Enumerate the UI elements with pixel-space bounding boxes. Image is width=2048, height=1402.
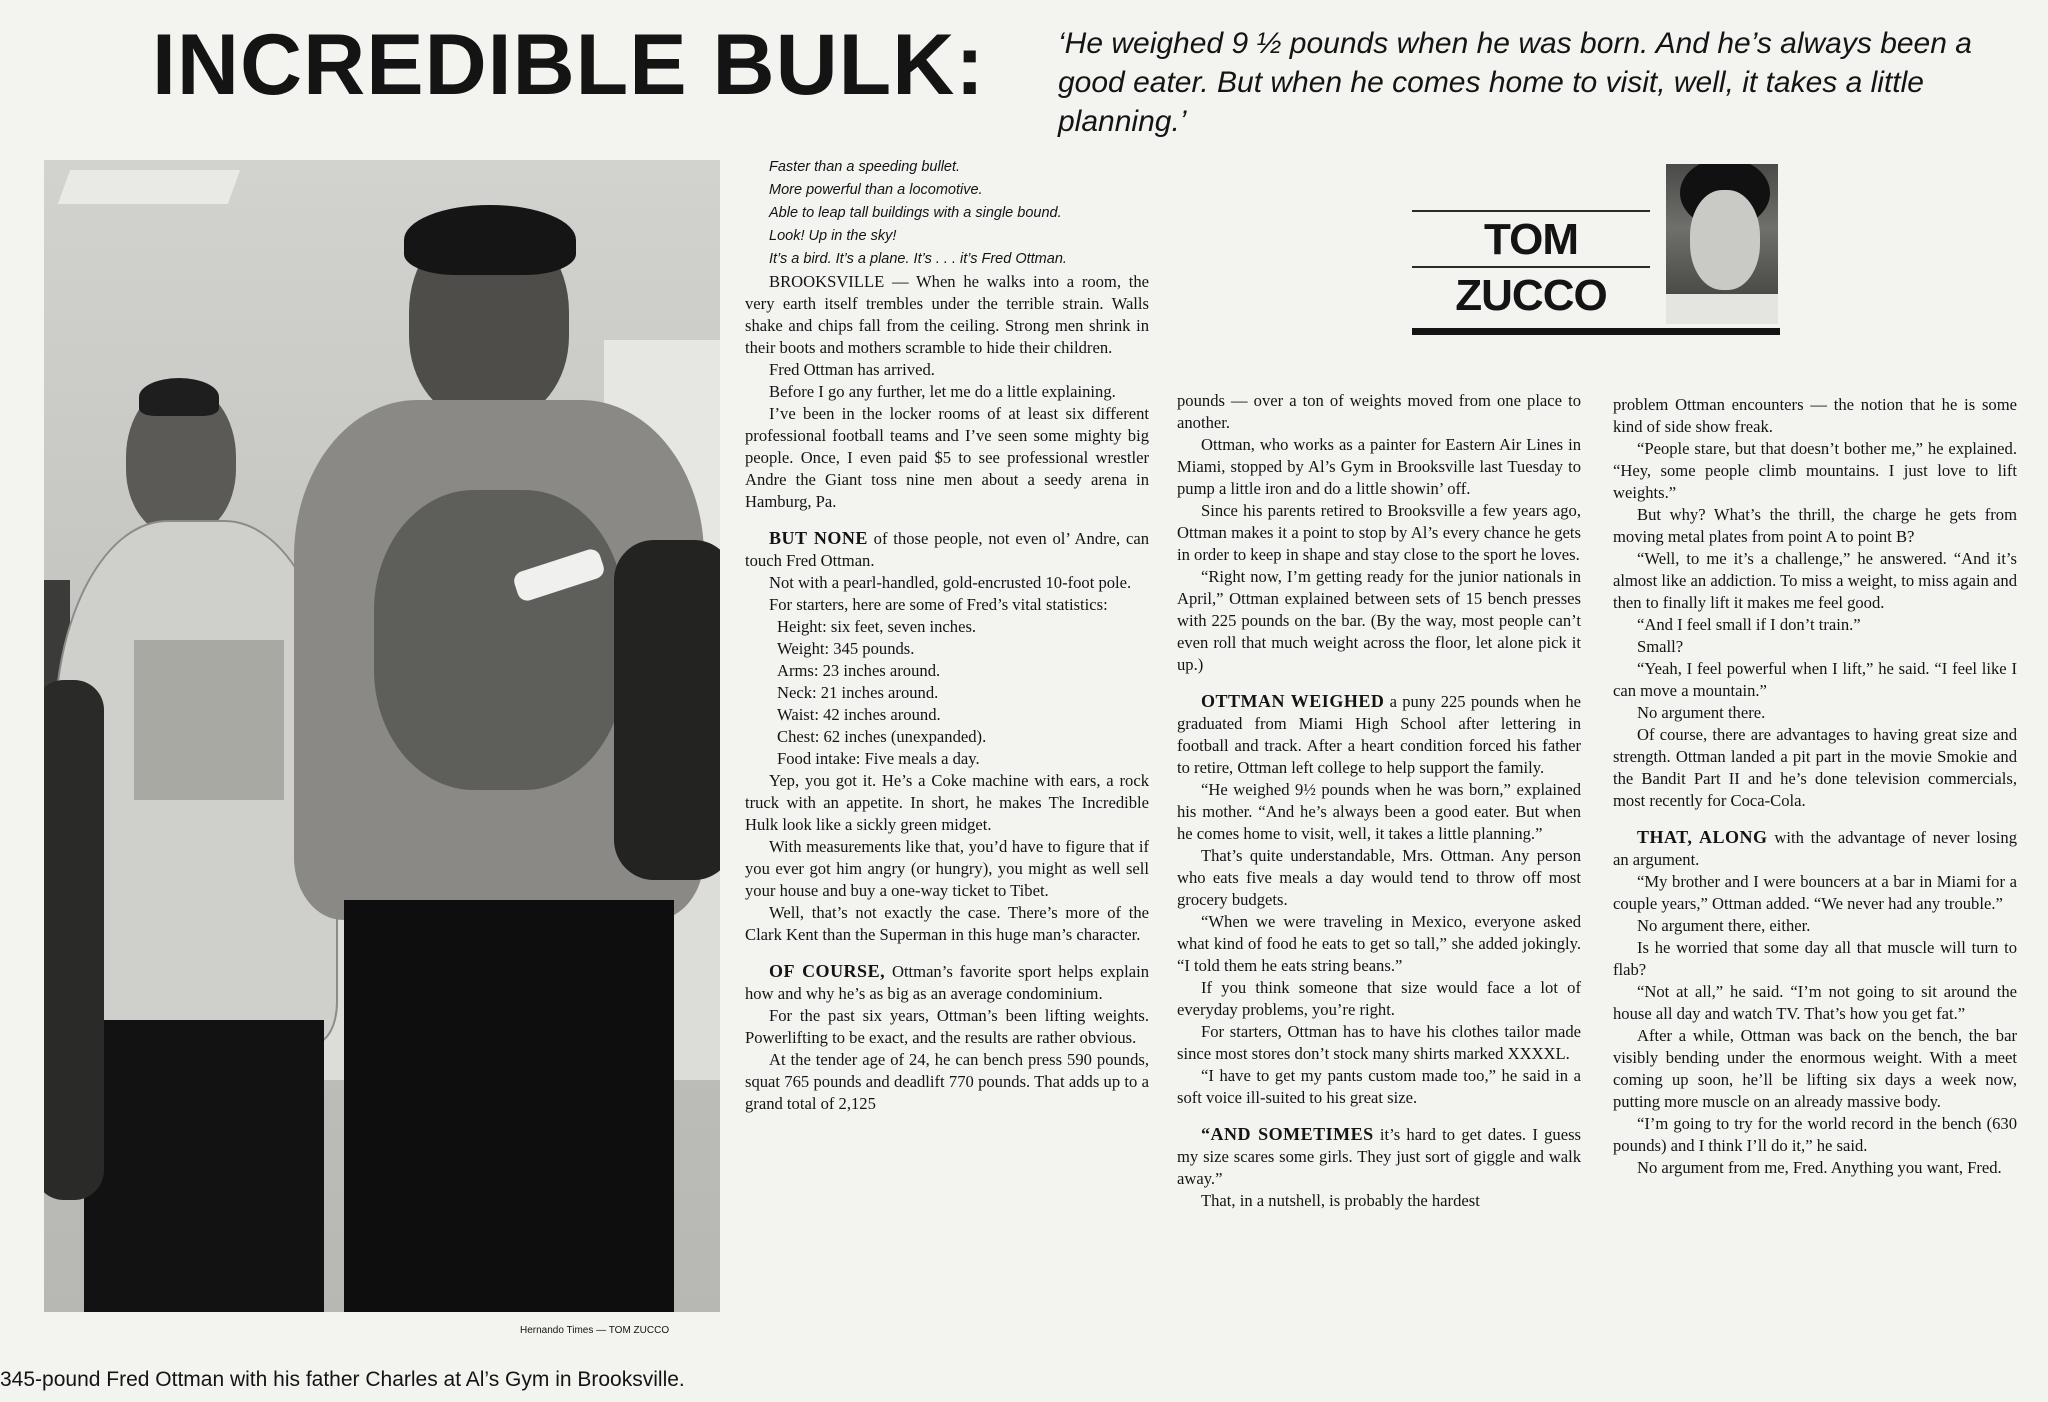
stat-line: Chest: 62 inches (unexpanded).: [777, 727, 987, 746]
intro-verse-line: More powerful than a locomotive.: [769, 182, 983, 198]
paragraph: If you think someone that size would face a lot of everyday problems, you’re right.: [1177, 978, 1581, 1019]
subhead-lead: “AND SOMETIMES: [1201, 1124, 1374, 1144]
paragraph: That, in a nutshell, is probably the hardest: [1201, 1191, 1480, 1210]
author-mugshot: [1666, 164, 1778, 324]
intro-verse-line: It’s a bird. It’s a plane. It’s . . . it’s Fred Ottman.: [769, 251, 1067, 267]
stat-line: Height: six feet, seven inches.: [777, 617, 977, 636]
subhead-lead: OTTMAN WEIGHED: [1201, 691, 1385, 711]
paragraph: “My brother and I were bouncers at a bar in Miami for a couple years,” Ottman added. “We never had any trouble.”: [1613, 872, 2017, 913]
paragraph: No argument there.: [1637, 703, 1766, 722]
article-photo: [44, 160, 720, 1312]
article-column-2: [1177, 390, 1581, 1212]
paragraph: Ottman, who works as a painter for Eastern Air Lines in Miami, stopped by Al’s Gym in Brooksville last Tuesday to pump a little iron and do a little showin’ off.: [1177, 435, 1581, 498]
subhead-lead: OF COURSE,: [769, 961, 886, 981]
subhead-lead: THAT, ALONG: [1637, 827, 1768, 847]
paragraph: Is he worried that some day all that muscle will turn to flab?: [1613, 938, 2017, 979]
intro-verse-line: Look! Up in the sky!: [769, 228, 897, 244]
subhead-paragraph: [745, 527, 1149, 572]
subhead-paragraph: [1177, 1123, 1581, 1190]
byline-rule: [1412, 328, 1780, 335]
paragraph: I’ve been in the locker rooms of at least six different professional football teams and I’ve seen some mighty big people. Once, I even paid $5 to see professional wrestler Andre the Giant toss nine men about a seedy arena in Hamburg, Pa.: [745, 404, 1149, 511]
intro-verse-line: Faster than a speeding bullet.: [769, 159, 961, 175]
stat-line: Food intake: Five meals a day.: [777, 749, 980, 768]
headline: INCREDIBLE BULK:: [152, 17, 985, 113]
stat-line: Waist: 42 inches around.: [777, 705, 941, 724]
paragraph: “People stare, but that doesn’t bother me,” he explained. “Hey, some people climb mountains. I just love to lift weights.”: [1613, 439, 2017, 502]
byline-rule: [1412, 210, 1650, 212]
paragraph: No argument there, either.: [1637, 916, 1811, 935]
paragraph: At the tender age of 24, he can bench press 590 pounds, squat 765 pounds and deadlift 770 pounds. That adds up to a grand total of 2,125: [745, 1050, 1149, 1113]
byline-rule: [1412, 266, 1650, 268]
paragraph: Small?: [1637, 637, 1684, 656]
paragraph: “And I feel small if I don’t train.”: [1637, 615, 1861, 634]
paragraph: pounds — over a ton of weights moved from one place to another.: [1177, 391, 1581, 432]
subhead-paragraph: [1177, 690, 1581, 779]
paragraph-text: with the advantage of never losing an argument.: [1613, 828, 2017, 869]
paragraph: For the past six years, Ottman’s been lifting weights. Powerlifting to be exact, and the results are rather obvious.: [745, 1006, 1149, 1047]
paragraph: BROOKSVILLE — When he walks into a room, the very earth itself trembles under the terrible strain. Walls shake and chips fall from the ceiling. Strong men shrink in their boots and mothers scramble to hide their children.: [745, 272, 1149, 357]
paragraph: After a while, Ottman was back on the bench, the bar visibly bending under the enormous weight. With a meet coming up soon, he’ll be lifting six days a week now, putting more muscle on an already massive body.: [1613, 1026, 2017, 1111]
paragraph: For starters, here are some of Fred’s vital statistics:: [769, 595, 1108, 614]
photo-credit: Hernando Times — TOM ZUCCO: [520, 1325, 670, 1336]
article-column-3: [1613, 394, 2017, 1179]
paragraph-text: of those people, not even ol’ Andre, can touch Fred Ottman.: [745, 529, 1149, 570]
paragraph: With measurements like that, you’d have to figure that if you ever got him angry (or hungry), you might as well sell your house and buy a one-way ticket to Tibet.: [745, 837, 1149, 900]
subhead-lead: BUT NONE: [769, 528, 868, 548]
paragraph: Not with a pearl-handled, gold-encrusted 10-foot pole.: [769, 573, 1132, 592]
paragraph: Of course, there are advantages to having great size and strength. Ottman landed a pit part in the movie Smokie and the Bandit Part II and he’s done television commercials, most recently for Coca-Cola.: [1613, 725, 2017, 810]
paragraph: Yep, you got it. He’s a Coke machine with ears, a rock truck with an appetite. In short, he makes The Incredible Hulk look like a sickly green midget.: [745, 771, 1149, 834]
photo-caption: 345-pound Fred Ottman with his father Charles at Al’s Gym in Brooksville.: [0, 1368, 685, 1391]
paragraph-text: Ottman’s favorite sport helps explain how and why he’s as big as an average condominium.: [745, 962, 1149, 1003]
paragraph: “I have to get my pants custom made too,” he said in a soft voice ill-suited to his great size.: [1177, 1066, 1581, 1107]
paragraph: But why? What’s the thrill, the charge he gets from moving metal plates from point A to point B?: [1613, 505, 2017, 546]
subhead-paragraph: [745, 960, 1149, 1005]
paragraph: “Not at all,” he said. “I’m not going to sit around the house all day and watch TV. That’s how you get fat.”: [1613, 982, 2017, 1023]
paragraph: Fred Ottman has arrived.: [769, 360, 935, 379]
paragraph: “When we were traveling in Mexico, everyone asked what kind of food he eats to get so tall,” she added jokingly. “I told them he eats string beans.”: [1177, 912, 1581, 975]
paragraph: Well, that’s not exactly the case. There’s more of the Clark Kent than the Superman in this huge man’s character.: [745, 903, 1149, 944]
paragraph: “I’m going to try for the world record in the bench (630 pounds) and I think I’ll do it,” he said.: [1613, 1114, 2017, 1155]
paragraph: “Well, to me it’s a challenge,” he answered. “And it’s almost like an addiction. To miss a weight, to miss again and then to finally lift it makes me feel good.: [1613, 549, 2017, 612]
paragraph: That’s quite understandable, Mrs. Ottman. Any person who eats five meals a day would tend to throw off most grocery budgets.: [1177, 846, 1581, 909]
deck-quote: ‘He weighed 9 ½ pounds when he was born. And he’s always been a good eater. But when he comes home to visit, well, it takes a little planning.’: [1058, 27, 1972, 138]
paragraph-text: a puny 225 pounds when he graduated from Miami High School after lettering in football and track. After a heart condition forced his father to retire, Ottman left college to help support the family.: [1177, 692, 1581, 777]
stat-line: Weight: 345 pounds.: [777, 639, 915, 658]
stat-line: Arms: 23 inches around.: [777, 661, 941, 680]
paragraph: “He weighed 9½ pounds when he was born,” explained his mother. “And he’s always been a good eater. But when he comes home to visit, well, it takes a little planning.”: [1177, 780, 1581, 843]
byline-last-name: ZUCCO: [1455, 271, 1607, 320]
paragraph: For starters, Ottman has to have his clothes tailor made since most stores don’t stock many shirts marked XXXXL.: [1177, 1022, 1581, 1063]
paragraph: “Yeah, I feel powerful when I lift,” he said. “I feel like I can move a mountain.”: [1613, 659, 2017, 700]
subhead-paragraph: [1613, 826, 2017, 871]
paragraph: Before I go any further, let me do a little explaining.: [769, 382, 1116, 401]
byline: [1412, 164, 1780, 339]
paragraph: “Right now, I’m getting ready for the junior nationals in April,” Ottman explained between sets of 15 bench presses with 225 pounds on the bar. (By the way, most people can’t even roll that much weight across the floor, let alone pick it up.): [1177, 567, 1581, 674]
paragraph: No argument from me, Fred. Anything you want, Fred.: [1637, 1158, 2002, 1177]
article-column-1: [745, 156, 1149, 1115]
byline-first-name: TOM: [1484, 215, 1578, 264]
paragraph: Since his parents retired to Brooksville a few years ago, Ottman makes it a point to stop by Al’s every chance he gets in order to keep in shape and stay close to the sport he loves.: [1177, 501, 1581, 564]
intro-verse-line: Able to leap tall buildings with a single bound.: [769, 205, 1062, 221]
paragraph: problem Ottman encounters — the notion that he is some kind of side show freak.: [1613, 395, 2017, 436]
stat-line: Neck: 21 inches around.: [777, 683, 939, 702]
paragraph-text: it’s hard to get dates. I guess my size scares some girls. They just sort of giggle and walk away.”: [1177, 1125, 1581, 1188]
